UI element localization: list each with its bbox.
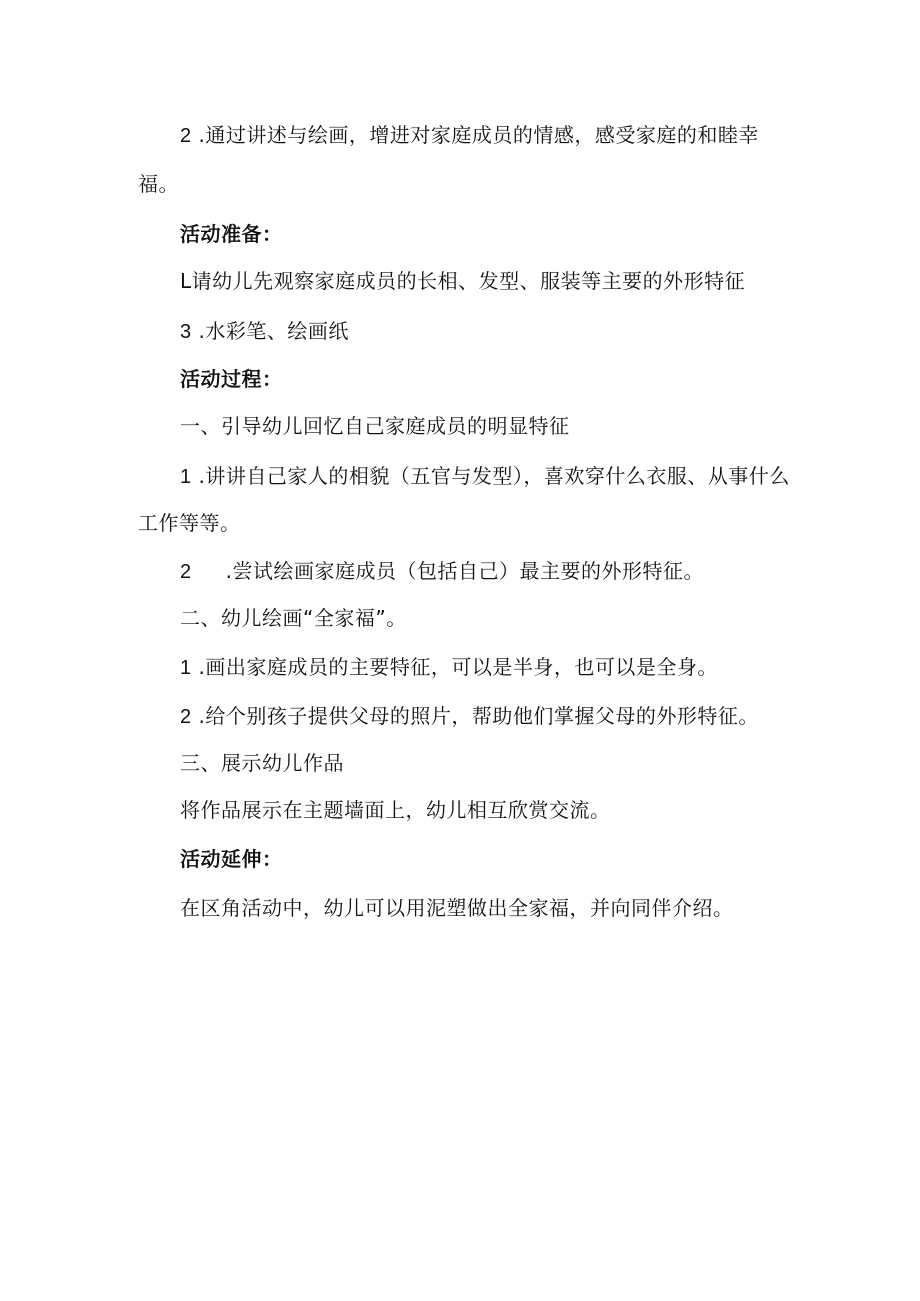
step-2-1-text: .画出家庭成员的主要特征，可以是半身，也可以是全身。 — [198, 655, 718, 679]
step-1-2-text: .尝试绘画家庭成员（包括自己）最主要的外形特征。 — [225, 559, 704, 583]
prep-item-1: L请幼儿先观察家庭成员的长相、发型、服装等主要的外形特征 — [180, 269, 746, 293]
goal-2-line — [180, 122, 759, 149]
step-2-2-text: .给个别孩子提供父母的照片，帮助他们掌握父母的外形特征。 — [198, 704, 759, 728]
step-1-1-number: 1 — [180, 466, 192, 488]
prep-item-3 — [180, 318, 349, 345]
step-2-1-number: 1 — [180, 657, 192, 679]
step-1-title: 一、引导幼儿回忆自己家庭成员的明显特征 — [180, 414, 570, 438]
prep-item-3-number: 3 — [180, 321, 192, 343]
step-1-1-continuation: 工作等等。 — [138, 511, 241, 535]
extension-text: 在区角活动中，幼儿可以用泥塑做出全家福，并向同伴介绍。 — [180, 896, 734, 920]
step-1-1-text: .讲讲自己家人的相貌（五官与发型），喜欢穿什么衣服、从事什么 — [198, 464, 790, 488]
goal-2-continuation: 福。 — [138, 172, 179, 196]
step-2-2-line — [180, 703, 759, 730]
process-heading: 活动过程： — [180, 367, 283, 391]
step-2-2-number: 2 — [180, 706, 192, 728]
step-1-2-number: 2 — [180, 561, 192, 583]
step-2-title: 二、幼儿绘画“全家福”。 — [180, 606, 407, 630]
prep-heading: 活动准备： — [180, 222, 283, 246]
step-2-1-line — [180, 654, 718, 681]
extension-heading: 活动延伸： — [180, 847, 283, 871]
goal-2-number: 2 — [180, 125, 192, 147]
step-1-1-line — [180, 463, 790, 490]
goal-2-text: .通过讲述与绘画，增进对家庭成员的情感，感受家庭的和睦幸 — [198, 123, 759, 147]
step-1-2-line — [180, 558, 704, 585]
step-3-title: 三、展示幼儿作品 — [180, 751, 344, 775]
step-3-text: 将作品展示在主题墙面上，幼儿相互欣赏交流。 — [180, 798, 611, 822]
prep-item-3-text: .水彩笔、绘画纸 — [198, 319, 349, 343]
